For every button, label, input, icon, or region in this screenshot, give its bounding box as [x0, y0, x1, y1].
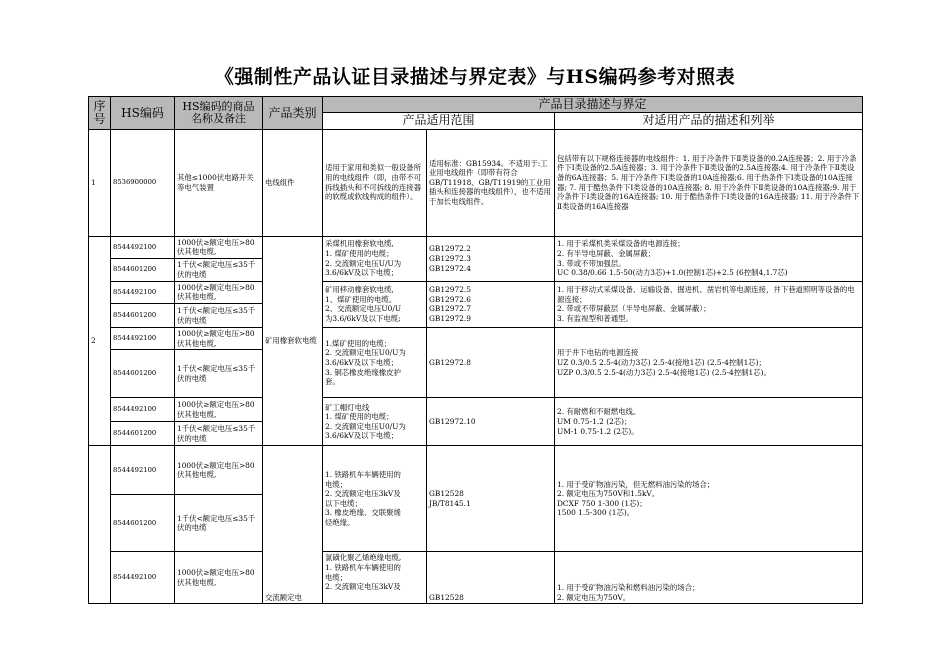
catalog-table	[88, 96, 863, 604]
table-row	[89, 398, 863, 422]
header-hs-name: HS编码的商品名称及备注	[175, 97, 263, 130]
hs-code-cell: 8544492100	[111, 552, 175, 604]
table-row	[89, 236, 863, 258]
seq-cell	[89, 446, 111, 604]
hs-name-cell: 1千伏<额定电压≤35千伏的电缆	[175, 258, 263, 281]
standard-cell: GB12528 JB/T8145.1	[427, 446, 555, 552]
seq-cell: 1	[89, 129, 111, 236]
listing-cell: 用于井下电钻的电源连接 UZ 0.3/0.5 2.5-4(动力3芯) 2.5-4(接地1芯) (2.5-4控制1芯)； UZP 0.3/0.5 2.5-4(动力3芯) 2.5-4(接地1芯) (2.5-4控制1芯)。	[555, 328, 863, 398]
listing-cell: 1. 用于采煤机类采煤设备的电源连接； 2. 有半导电屏蔽、金属屏蔽； 3. 带或不带加强层。 UC 0.38/0.66 1.5-50(动力3芯)+1.0(控制1芯)+2.5 (6控制4,1.7芯)	[555, 236, 863, 281]
hs-code-cell: 8544601200	[111, 304, 175, 328]
hs-code-cell: 8544601200	[111, 422, 175, 446]
hs-code-cell: 8544492100	[111, 236, 175, 258]
listing-cell: 1. 用于受矿物油污染和燃料油污染的场合； 2. 额定电压为750V。	[555, 552, 863, 604]
hs-name-cell: 1000伏≥额定电压>80伏其他电缆,	[175, 236, 263, 258]
hs-code-cell: 8544492100	[111, 446, 175, 495]
hs-code-cell: 8544492100	[111, 398, 175, 422]
hs-name-cell: 1千伏<额定电压≤35千伏的电缆	[175, 495, 263, 552]
header-category: 产品类别	[263, 97, 323, 130]
listing-cell: 2. 有耐燃和不耐燃电线。 UM 0.75-1.2 (2芯)； UM-1 0.75-1.2 (2芯)。	[555, 398, 863, 446]
seq-cell: 2	[89, 236, 111, 446]
hs-name-cell: 1000伏≥额定电压>80伏其他电缆,	[175, 398, 263, 422]
table-row	[89, 129, 863, 236]
scope-cell: 1.煤矿使用的电缆； 2. 交流额定电压U0/U为 3.6/6kV及以下电缆； 3. 铜芯橡皮绝缘橡皮护 套。	[323, 328, 427, 398]
standard-cell: GB12972.5 GB12972.6 GB12972.7 GB12972.9	[427, 281, 555, 327]
table-row	[89, 552, 863, 604]
standard-cell: GB12972.8	[427, 328, 555, 398]
standard-cell: 适用标准：GB15934。不适用于:工业用电线组件（即带有符合GB/T11918、GB/T11919的工业用插头和连接器的电线组件），也不适用于加长电线组件。	[427, 129, 555, 236]
hs-name-cell: 1000伏≥额定电压>80伏其他电缆,	[175, 446, 263, 495]
hs-code-cell: 8544492100	[111, 281, 175, 303]
standard-cell: GB12972.2 GB12972.3 GB12972.4	[427, 236, 555, 281]
category-cell: 电线组件	[263, 129, 323, 236]
table-row	[89, 281, 863, 303]
hs-name-cell: 其他≤1000伏电路开关等电气装置	[175, 129, 263, 236]
hs-name-cell: 1千伏<额定电压≤35千伏的电缆	[175, 422, 263, 446]
listing-cell: 1. 用于移动式采煤设备、运输设备、掘进机、凿岩机等电源连接，井下巷道照明等设备的电源连接； 2. 带或不带屏蔽层（半导电屏蔽、金属屏蔽）； 3. 有监视型和普通型。	[555, 281, 863, 327]
header-scope: 产品适用范围	[323, 112, 555, 129]
hs-name-cell: 1000伏≥额定电压>80伏其他电缆,	[175, 328, 263, 350]
scope-cell: 矿用移动橡套软电缆, 1、煤矿使用的电缆。 2、交流额定电压U0/U 为3.6/6kV及以下电缆;	[323, 281, 427, 327]
listing-cell: 1. 用于受矿物油污染，但无燃料油污染的场合； 2. 额定电压为750V和1.5kV。 DCXF 750 1-300 (1芯)； 1500 1.5-300 (1芯)。	[555, 446, 863, 552]
hs-name-cell: 1千伏<额定电压≤35千伏的电缆	[175, 304, 263, 328]
document-title: 《强制性产品认证目录描述与界定表》与HS编码参考对照表	[214, 66, 736, 88]
header-row	[89, 97, 863, 113]
scope-cell: 适用于家用和类似一般设备所用的电线组件（即，由带不可拆线插头和不可拆线的连接器的软缆或软线构成的组件）。	[323, 129, 427, 236]
listing-cell: 包括带有以下规格连接器的电线组件：1. 用于冷条件下Ⅱ类设备的0.2A连接器；2. 用于冷条件下Ⅰ类设备的2.5A连接器；3. 用于冷条件下Ⅱ类设备的2.5A连接器;4. 用于冷条件下Ⅱ类设备的6A连接器；5. 用于冷条件下Ⅰ类设备的10A连接器;6. 用于热条件下Ⅰ类设备的10A连接器; 7. 用于酷热条件下Ⅰ类设备的10A连接器; 8. 用于冷条件下Ⅱ类设备的10A连接器;9. 用于冷条件下Ⅰ类设备的16A连接器; 10. 用于酷热条件下Ⅰ类设备的16A连接器; 11. 用于冷条件下Ⅱ类设备的16A连接器	[555, 129, 863, 236]
table-row	[89, 446, 863, 495]
category-cell: 交流额定电	[263, 446, 323, 604]
hs-code-cell: 8544601200	[111, 258, 175, 281]
header-desc-group: 产品目录描述与界定	[323, 97, 863, 113]
hs-code-cell: 8536900000	[111, 129, 175, 236]
hs-name-cell: 1千伏<额定电压≤35千伏的电缆	[175, 350, 263, 398]
hs-code-cell: 8544601200	[111, 350, 175, 398]
hs-name-cell: 1000伏≥额定电压>80伏其他电缆,	[175, 552, 263, 604]
scope-cell: 采煤机用橡套软电缆, 1. 煤矿使用的电缆； 2. 交流额定电压U/U为 3.6/6kV及以下电缆；	[323, 236, 427, 281]
hs-code-cell: 8544492100	[111, 328, 175, 350]
scope-cell: 1. 铁路机车车辆使用的 电缆； 2. 交流额定电压3kV及 以下电缆； 3. 橡皮绝缘、交联聚烯 烃绝缘。	[323, 446, 427, 552]
table-row	[89, 328, 863, 350]
header-listing: 对适用产品的描述和列举	[555, 112, 863, 129]
standard-cell: GB12972.10	[427, 398, 555, 446]
scope-cell: 氯磺化聚乙烯绝缘电缆, 1. 铁路机车车辆使用的 电缆； 2. 交流额定电压3kV及	[323, 552, 427, 604]
hs-code-cell: 8544601200	[111, 495, 175, 552]
category-cell: 矿用橡套软电缆	[263, 236, 323, 446]
hs-name-cell: 1000伏≥额定电压>80伏其他电缆,	[175, 281, 263, 303]
header-hs: HS编码	[111, 97, 175, 130]
header-seq: 序号	[89, 97, 111, 130]
standard-cell: GB12528	[427, 552, 555, 604]
scope-cell: 矿工帽灯电线 1. 煤矿使用的电缆； 2. 交流额定电压U0/U为 3.6/6kV及以下电缆；	[323, 398, 427, 446]
